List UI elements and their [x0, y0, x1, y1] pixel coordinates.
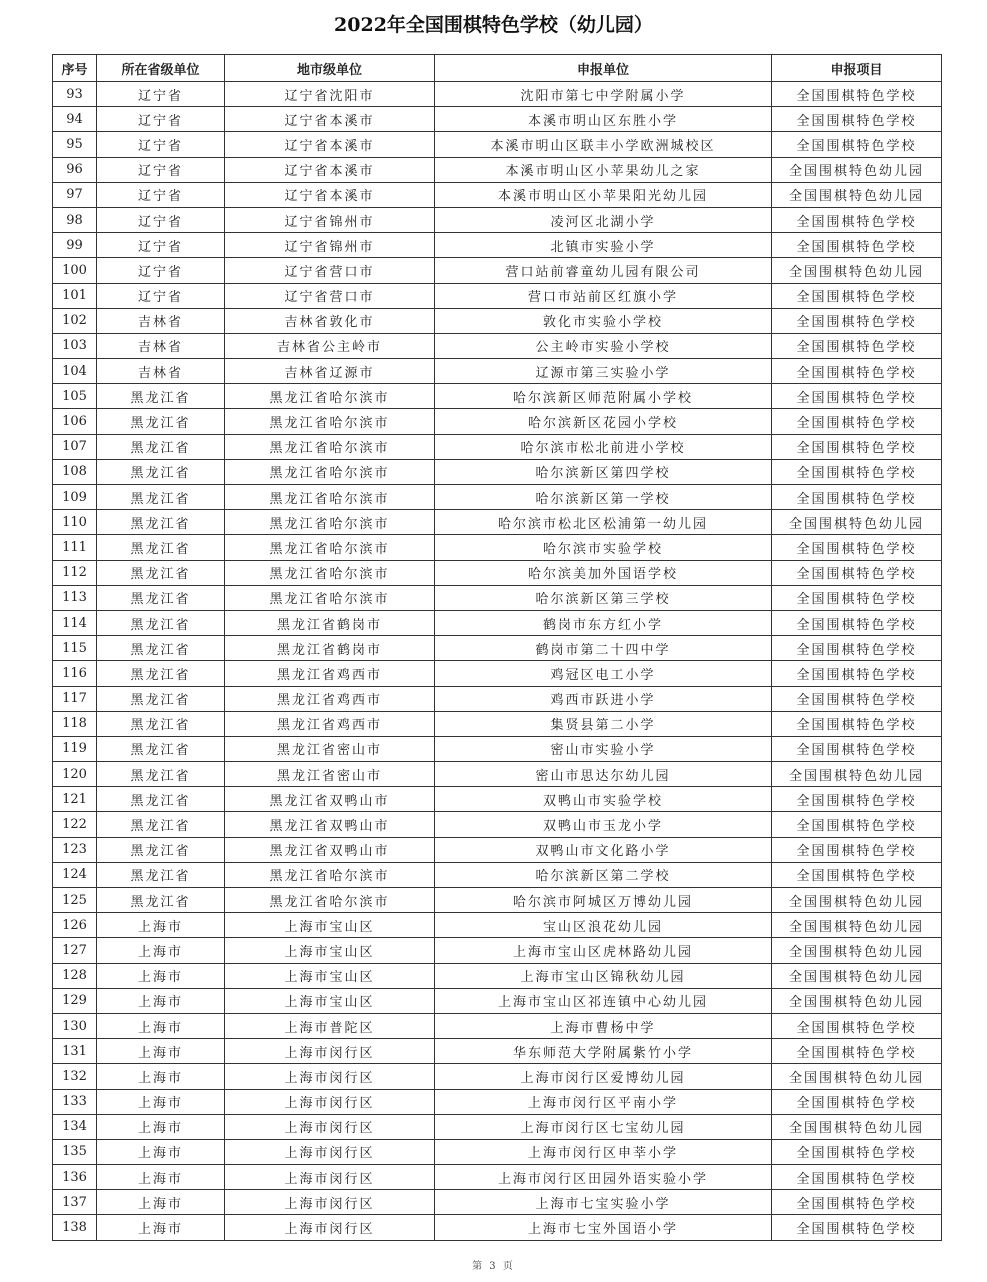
cell-index: 112 [53, 560, 97, 585]
cell-city: 黑龙江省哈尔滨市 [225, 888, 435, 913]
cell-index: 114 [53, 610, 97, 635]
cell-index: 128 [53, 963, 97, 988]
table-row [53, 434, 942, 459]
cell-project: 全国围棋特色学校 [772, 107, 942, 132]
cell-city: 辽宁省本溪市 [225, 157, 435, 182]
cell-province: 黑龙江省 [97, 485, 225, 510]
cell-unit: 上海市七宝外国语小学 [435, 1215, 772, 1240]
table-row [53, 182, 942, 207]
cell-project: 全国围棋特色幼儿园 [772, 1064, 942, 1089]
cell-province: 上海市 [97, 988, 225, 1013]
cell-project: 全国围棋特色学校 [772, 207, 942, 232]
cell-unit: 哈尔滨新区第三学校 [435, 585, 772, 610]
table-row [53, 1190, 942, 1215]
cell-unit: 本溪市明山区东胜小学 [435, 107, 772, 132]
cell-unit: 双鸭山市玉龙小学 [435, 812, 772, 837]
cell-city: 黑龙江省哈尔滨市 [225, 485, 435, 510]
cell-unit: 华东师范大学附属紫竹小学 [435, 1039, 772, 1064]
table-row [53, 308, 942, 333]
cell-province: 黑龙江省 [97, 686, 225, 711]
cell-project: 全国围棋特色学校 [772, 485, 942, 510]
cell-city: 黑龙江省双鸭山市 [225, 787, 435, 812]
cell-project: 全国围棋特色学校 [772, 736, 942, 761]
cell-city: 黑龙江省双鸭山市 [225, 812, 435, 837]
cell-city: 辽宁省锦州市 [225, 233, 435, 258]
cell-index: 125 [53, 888, 97, 913]
cell-unit: 哈尔滨新区第四学校 [435, 459, 772, 484]
table-row [53, 132, 942, 157]
cell-city: 黑龙江省鸡西市 [225, 686, 435, 711]
cell-index: 116 [53, 661, 97, 686]
cell-unit: 双鸭山市文化路小学 [435, 837, 772, 862]
cell-city: 黑龙江省双鸭山市 [225, 837, 435, 862]
cell-index: 127 [53, 938, 97, 963]
cell-province: 辽宁省 [97, 233, 225, 258]
cell-province: 上海市 [97, 963, 225, 988]
table-row [53, 888, 942, 913]
cell-index: 93 [53, 82, 97, 107]
cell-province: 黑龙江省 [97, 812, 225, 837]
table-row [53, 1013, 942, 1038]
cell-index: 133 [53, 1089, 97, 1114]
cell-index: 137 [53, 1190, 97, 1215]
cell-unit: 哈尔滨新区花园小学校 [435, 409, 772, 434]
cell-province: 上海市 [97, 1190, 225, 1215]
cell-index: 111 [53, 535, 97, 560]
cell-province: 黑龙江省 [97, 560, 225, 585]
cell-province: 吉林省 [97, 333, 225, 358]
cell-province: 黑龙江省 [97, 585, 225, 610]
cell-city: 黑龙江省哈尔滨市 [225, 560, 435, 585]
table-row [53, 913, 942, 938]
cell-unit: 上海市宝山区虎林路幼儿园 [435, 938, 772, 963]
cell-index: 109 [53, 485, 97, 510]
cell-unit: 上海市宝山区祁连镇中心幼儿园 [435, 988, 772, 1013]
cell-project: 全国围棋特色幼儿园 [772, 157, 942, 182]
header-project: 申报项目 [772, 55, 942, 82]
cell-project: 全国围棋特色学校 [772, 837, 942, 862]
table-row [53, 1165, 942, 1190]
cell-city: 黑龙江省哈尔滨市 [225, 535, 435, 560]
cell-province: 吉林省 [97, 359, 225, 384]
table-row [53, 1114, 942, 1139]
cell-project: 全国围棋特色学校 [772, 585, 942, 610]
table-row [53, 862, 942, 887]
cell-unit: 哈尔滨市阿城区万博幼儿园 [435, 888, 772, 913]
cell-province: 上海市 [97, 1139, 225, 1164]
cell-province: 上海市 [97, 913, 225, 938]
header-unit: 申报单位 [435, 55, 772, 82]
cell-unit: 集贤县第二小学 [435, 711, 772, 736]
cell-city: 辽宁省营口市 [225, 258, 435, 283]
table-row [53, 359, 942, 384]
cell-project: 全国围棋特色学校 [772, 787, 942, 812]
cell-project: 全国围棋特色学校 [772, 535, 942, 560]
cell-city: 黑龙江省哈尔滨市 [225, 434, 435, 459]
cell-province: 辽宁省 [97, 182, 225, 207]
cell-province: 上海市 [97, 1215, 225, 1240]
cell-province: 上海市 [97, 1089, 225, 1114]
table-row [53, 82, 942, 107]
cell-project: 全国围棋特色幼儿园 [772, 988, 942, 1013]
cell-index: 131 [53, 1039, 97, 1064]
cell-city: 上海市闵行区 [225, 1089, 435, 1114]
cell-unit: 密山市实验小学 [435, 736, 772, 761]
table-row [53, 157, 942, 182]
cell-project: 全国围棋特色学校 [772, 409, 942, 434]
cell-project: 全国围棋特色学校 [772, 1139, 942, 1164]
cell-project: 全国围棋特色学校 [772, 434, 942, 459]
cell-unit: 上海市闵行区爱博幼儿园 [435, 1064, 772, 1089]
cell-project: 全国围棋特色幼儿园 [772, 1114, 942, 1139]
cell-city: 辽宁省营口市 [225, 283, 435, 308]
table-row [53, 384, 942, 409]
table-row [53, 107, 942, 132]
cell-project: 全国围棋特色幼儿园 [772, 762, 942, 787]
cell-unit: 密山市思达尔幼儿园 [435, 762, 772, 787]
cell-province: 黑龙江省 [97, 888, 225, 913]
table-row [53, 1039, 942, 1064]
cell-unit: 双鸭山市实验学校 [435, 787, 772, 812]
table-row [53, 459, 942, 484]
cell-unit: 营口市站前区红旗小学 [435, 283, 772, 308]
cell-index: 130 [53, 1013, 97, 1038]
table-row [53, 787, 942, 812]
cell-city: 黑龙江省鹤岗市 [225, 610, 435, 635]
cell-unit: 凌河区北湖小学 [435, 207, 772, 232]
table-row [53, 510, 942, 535]
cell-unit: 哈尔滨美加外国语学校 [435, 560, 772, 585]
cell-index: 118 [53, 711, 97, 736]
cell-project: 全国围棋特色学校 [772, 359, 942, 384]
cell-city: 上海市闵行区 [225, 1215, 435, 1240]
table-row [53, 1089, 942, 1114]
cell-province: 辽宁省 [97, 258, 225, 283]
cell-city: 上海市宝山区 [225, 988, 435, 1013]
cell-province: 黑龙江省 [97, 736, 225, 761]
cell-index: 95 [53, 132, 97, 157]
cell-index: 120 [53, 762, 97, 787]
cell-index: 94 [53, 107, 97, 132]
cell-city: 黑龙江省哈尔滨市 [225, 384, 435, 409]
cell-project: 全国围棋特色幼儿园 [772, 510, 942, 535]
cell-city: 黑龙江省鸡西市 [225, 661, 435, 686]
table-row [53, 837, 942, 862]
cell-city: 黑龙江省哈尔滨市 [225, 409, 435, 434]
cell-city: 上海市闵行区 [225, 1190, 435, 1215]
cell-unit: 敦化市实验小学校 [435, 308, 772, 333]
cell-project: 全国围棋特色学校 [772, 132, 942, 157]
cell-province: 辽宁省 [97, 132, 225, 157]
table-row [53, 1139, 942, 1164]
cell-unit: 哈尔滨新区第二学校 [435, 862, 772, 887]
cell-project: 全国围棋特色幼儿园 [772, 938, 942, 963]
table-row [53, 233, 942, 258]
table-row [53, 1064, 942, 1089]
cell-unit: 营口站前睿童幼儿园有限公司 [435, 258, 772, 283]
cell-city: 上海市闵行区 [225, 1139, 435, 1164]
cell-province: 黑龙江省 [97, 862, 225, 887]
cell-city: 吉林省敦化市 [225, 308, 435, 333]
cell-city: 辽宁省本溪市 [225, 107, 435, 132]
cell-index: 138 [53, 1215, 97, 1240]
cell-province: 黑龙江省 [97, 535, 225, 560]
cell-unit: 本溪市明山区小苹果幼儿之家 [435, 157, 772, 182]
cell-project: 全国围棋特色学校 [772, 661, 942, 686]
cell-city: 上海市闵行区 [225, 1039, 435, 1064]
cell-index: 101 [53, 283, 97, 308]
cell-project: 全国围棋特色学校 [772, 459, 942, 484]
header-province: 所在省级单位 [97, 55, 225, 82]
table-row [53, 988, 942, 1013]
cell-province: 黑龙江省 [97, 434, 225, 459]
cell-index: 136 [53, 1165, 97, 1190]
cell-project: 全国围棋特色学校 [772, 1190, 942, 1215]
cell-project: 全国围棋特色学校 [772, 812, 942, 837]
cell-city: 吉林省公主岭市 [225, 333, 435, 358]
cell-unit: 辽源市第三实验小学 [435, 359, 772, 384]
table-row [53, 661, 942, 686]
cell-province: 黑龙江省 [97, 787, 225, 812]
cell-unit: 本溪市明山区联丰小学欧洲城校区 [435, 132, 772, 157]
cell-province: 黑龙江省 [97, 384, 225, 409]
cell-project: 全国围棋特色学校 [772, 1039, 942, 1064]
cell-city: 黑龙江省哈尔滨市 [225, 510, 435, 535]
cell-province: 黑龙江省 [97, 711, 225, 736]
cell-index: 121 [53, 787, 97, 812]
cell-index: 98 [53, 207, 97, 232]
cell-province: 黑龙江省 [97, 661, 225, 686]
table-row [53, 485, 942, 510]
cell-project: 全国围棋特色学校 [772, 1089, 942, 1114]
cell-unit: 上海市闵行区申莘小学 [435, 1139, 772, 1164]
cell-province: 上海市 [97, 1114, 225, 1139]
cell-unit: 上海市七宝实验小学 [435, 1190, 772, 1215]
cell-project: 全国围棋特色学校 [772, 636, 942, 661]
cell-index: 103 [53, 333, 97, 358]
table-row [53, 711, 942, 736]
cell-project: 全国围棋特色幼儿园 [772, 913, 942, 938]
cell-city: 黑龙江省哈尔滨市 [225, 862, 435, 887]
cell-index: 96 [53, 157, 97, 182]
cell-project: 全国围棋特色幼儿园 [772, 182, 942, 207]
cell-unit: 沈阳市第七中学附属小学 [435, 82, 772, 107]
cell-province: 黑龙江省 [97, 636, 225, 661]
cell-project: 全国围棋特色学校 [772, 384, 942, 409]
cell-city: 上海市闵行区 [225, 1165, 435, 1190]
table-row [53, 610, 942, 635]
cell-index: 110 [53, 510, 97, 535]
cell-unit: 哈尔滨市实验学校 [435, 535, 772, 560]
cell-project: 全国围棋特色幼儿园 [772, 963, 942, 988]
cell-unit: 哈尔滨新区师范附属小学校 [435, 384, 772, 409]
cell-province: 上海市 [97, 938, 225, 963]
cell-index: 129 [53, 988, 97, 1013]
cell-province: 上海市 [97, 1039, 225, 1064]
cell-unit: 上海市闵行区平南小学 [435, 1089, 772, 1114]
cell-city: 吉林省辽源市 [225, 359, 435, 384]
cell-unit: 哈尔滨市松北前进小学校 [435, 434, 772, 459]
cell-index: 97 [53, 182, 97, 207]
cell-index: 132 [53, 1064, 97, 1089]
cell-unit: 上海市宝山区锦秋幼儿园 [435, 963, 772, 988]
table-row [53, 938, 942, 963]
cell-city: 辽宁省本溪市 [225, 132, 435, 157]
page-number: 第 3 页 [472, 1261, 515, 1272]
cell-province: 黑龙江省 [97, 610, 225, 635]
table-row [53, 283, 942, 308]
cell-unit: 哈尔滨市松北区松浦第一幼儿园 [435, 510, 772, 535]
cell-project: 全国围棋特色学校 [772, 1165, 942, 1190]
table-row [53, 636, 942, 661]
cell-province: 黑龙江省 [97, 837, 225, 862]
cell-city: 上海市普陀区 [225, 1013, 435, 1038]
cell-city: 黑龙江省哈尔滨市 [225, 585, 435, 610]
cell-index: 122 [53, 812, 97, 837]
cell-unit: 北镇市实验小学 [435, 233, 772, 258]
cell-index: 107 [53, 434, 97, 459]
cell-province: 上海市 [97, 1013, 225, 1038]
cell-province: 上海市 [97, 1064, 225, 1089]
cell-project: 全国围棋特色学校 [772, 308, 942, 333]
cell-province: 黑龙江省 [97, 510, 225, 535]
cell-province: 上海市 [97, 1165, 225, 1190]
cell-index: 106 [53, 409, 97, 434]
cell-index: 100 [53, 258, 97, 283]
cell-index: 99 [53, 233, 97, 258]
cell-city: 辽宁省沈阳市 [225, 82, 435, 107]
cell-city: 上海市闵行区 [225, 1064, 435, 1089]
cell-index: 113 [53, 585, 97, 610]
cell-unit: 鹤岗市东方红小学 [435, 610, 772, 635]
cell-city: 上海市宝山区 [225, 938, 435, 963]
cell-index: 105 [53, 384, 97, 409]
table-row [53, 812, 942, 837]
cell-index: 126 [53, 913, 97, 938]
cell-unit: 鹤岗市第二十四中学 [435, 636, 772, 661]
cell-project: 全国围棋特色学校 [772, 233, 942, 258]
cell-project: 全国围棋特色学校 [772, 283, 942, 308]
header-city: 地市级单位 [225, 55, 435, 82]
cell-project: 全国围棋特色学校 [772, 862, 942, 887]
table-row [53, 963, 942, 988]
cell-province: 黑龙江省 [97, 762, 225, 787]
cell-index: 102 [53, 308, 97, 333]
cell-project: 全国围棋特色学校 [772, 1013, 942, 1038]
cell-index: 119 [53, 736, 97, 761]
table-row [53, 258, 942, 283]
table-row [53, 333, 942, 358]
table-row [53, 207, 942, 232]
cell-province: 吉林省 [97, 308, 225, 333]
cell-project: 全国围棋特色学校 [772, 686, 942, 711]
cell-city: 上海市宝山区 [225, 913, 435, 938]
cell-unit: 本溪市明山区小苹果阳光幼儿园 [435, 182, 772, 207]
cell-city: 黑龙江省哈尔滨市 [225, 459, 435, 484]
cell-project: 全国围棋特色学校 [772, 82, 942, 107]
header-index: 序号 [53, 55, 97, 82]
cell-project: 全国围棋特色学校 [772, 1215, 942, 1240]
cell-unit: 鸡西市跃进小学 [435, 686, 772, 711]
cell-unit: 鸡冠区电工小学 [435, 661, 772, 686]
cell-project: 全国围棋特色学校 [772, 333, 942, 358]
cell-province: 黑龙江省 [97, 409, 225, 434]
cell-index: 134 [53, 1114, 97, 1139]
cell-province: 黑龙江省 [97, 459, 225, 484]
table-row [53, 686, 942, 711]
cell-unit: 宝山区浪花幼儿园 [435, 913, 772, 938]
cell-province: 辽宁省 [97, 157, 225, 182]
cell-unit: 哈尔滨新区第一学校 [435, 485, 772, 510]
table-header-row [53, 55, 942, 82]
cell-unit: 上海市曹杨中学 [435, 1013, 772, 1038]
table-row [53, 409, 942, 434]
cell-index: 123 [53, 837, 97, 862]
cell-project: 全国围棋特色幼儿园 [772, 888, 942, 913]
cell-province: 辽宁省 [97, 283, 225, 308]
cell-project: 全国围棋特色学校 [772, 711, 942, 736]
cell-city: 黑龙江省鸡西市 [225, 711, 435, 736]
table-row [53, 560, 942, 585]
table-row [53, 585, 942, 610]
table-row [53, 535, 942, 560]
table-row [53, 762, 942, 787]
cell-province: 辽宁省 [97, 207, 225, 232]
cell-city: 黑龙江省密山市 [225, 762, 435, 787]
cell-city: 黑龙江省密山市 [225, 736, 435, 761]
cell-project: 全国围棋特色幼儿园 [772, 258, 942, 283]
cell-index: 124 [53, 862, 97, 887]
cell-city: 上海市闵行区 [225, 1114, 435, 1139]
cell-index: 115 [53, 636, 97, 661]
cell-project: 全国围棋特色学校 [772, 610, 942, 635]
table-row [53, 1215, 942, 1240]
cell-index: 117 [53, 686, 97, 711]
cell-city: 辽宁省锦州市 [225, 207, 435, 232]
cell-unit: 公主岭市实验小学校 [435, 333, 772, 358]
cell-index: 135 [53, 1139, 97, 1164]
cell-province: 辽宁省 [97, 82, 225, 107]
cell-project: 全国围棋特色学校 [772, 560, 942, 585]
table-row [53, 736, 942, 761]
cell-unit: 上海市闵行区七宝幼儿园 [435, 1114, 772, 1139]
cell-index: 104 [53, 359, 97, 384]
page-title: 2022年全国围棋特色学校（幼儿园） [334, 14, 653, 36]
schools-table [52, 54, 942, 1241]
cell-province: 辽宁省 [97, 107, 225, 132]
cell-city: 黑龙江省鹤岗市 [225, 636, 435, 661]
cell-city: 辽宁省本溪市 [225, 182, 435, 207]
cell-city: 上海市宝山区 [225, 963, 435, 988]
cell-index: 108 [53, 459, 97, 484]
cell-unit: 上海市闵行区田园外语实验小学 [435, 1165, 772, 1190]
